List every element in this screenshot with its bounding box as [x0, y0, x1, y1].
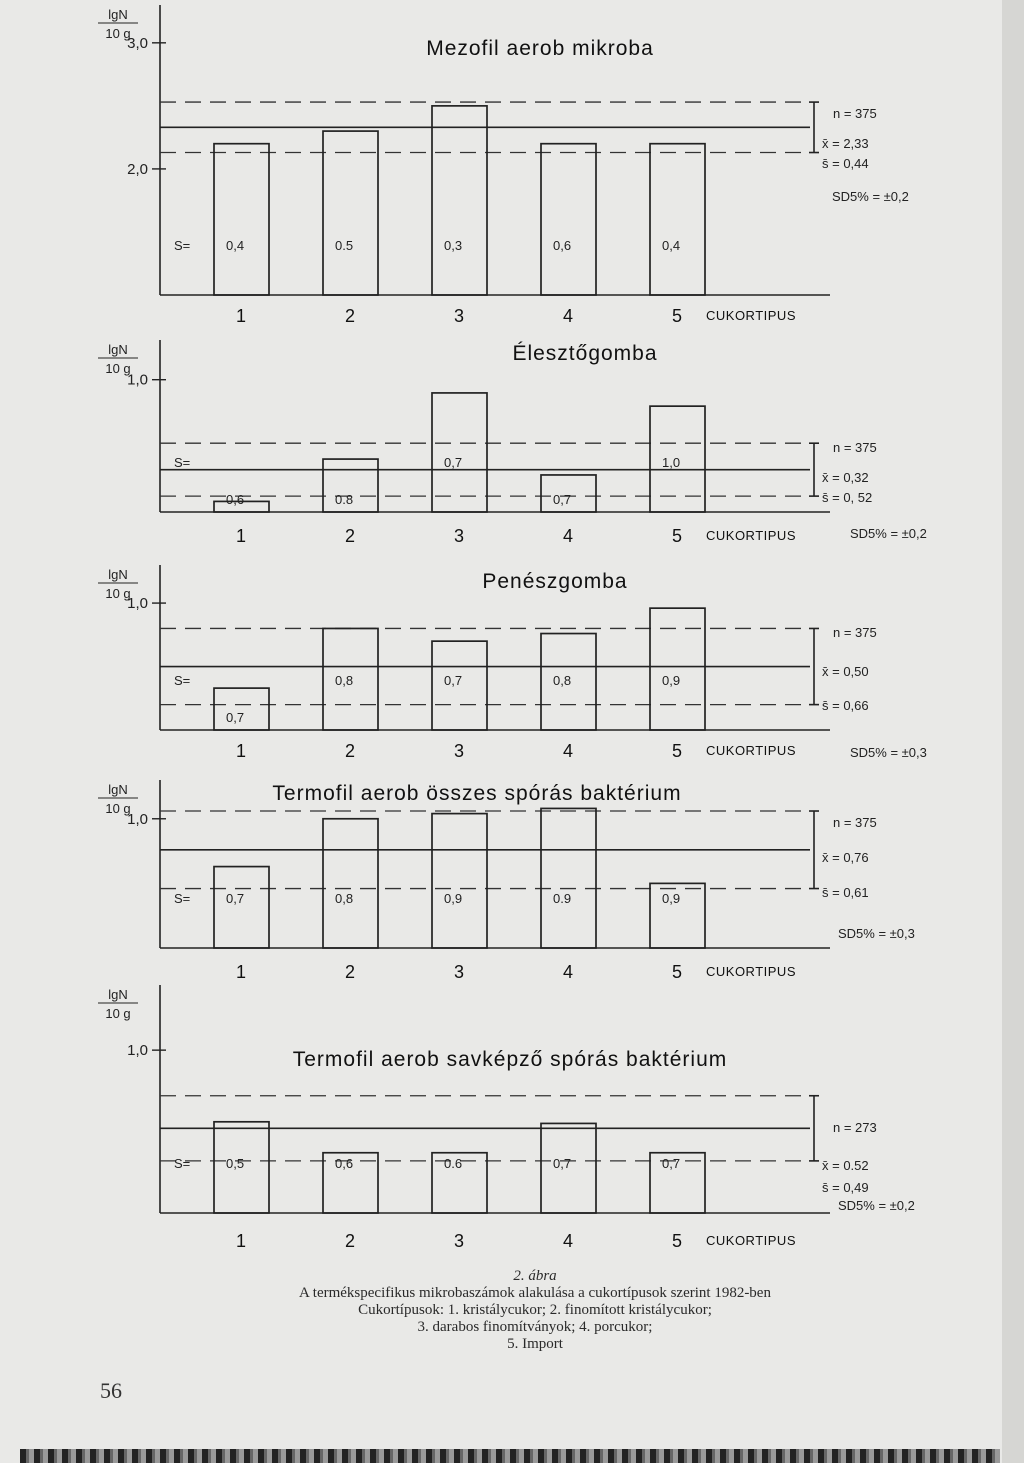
chart-3-stat-mean: x̄ = 0,50: [822, 664, 869, 679]
chart-1-title: Mezofil aerob mikroba: [426, 37, 654, 60]
chart-1-category-5: 5: [671, 306, 683, 326]
chart-1-s-label: S=: [174, 238, 191, 253]
chart-4-stat-mean: x̄ = 0,76: [822, 850, 869, 865]
chart-5-s-value-5: 0,7: [662, 1156, 681, 1171]
chart-2-ytick-label-1: 1,0: [127, 371, 148, 389]
chart-4-category-4: 4: [562, 962, 574, 982]
chart-2-stat-n: n = 375: [833, 440, 877, 455]
chart-2-category-2: 2: [344, 526, 356, 546]
chart-4-s-value-4: 0.9: [553, 891, 572, 906]
chart-2-ylabel-top: lgN: [108, 342, 128, 357]
chart-1-category-1: 1: [235, 306, 247, 326]
chart-5-category-2: 2: [344, 1231, 356, 1251]
chart-4-bar-1: [214, 867, 269, 948]
chart-4-s-value-1: 0,7: [226, 891, 245, 906]
chart-3-category-1: 1: [235, 741, 247, 761]
chart-2-category-5: 5: [671, 526, 683, 546]
chart-1-s-value-3: 0,3: [444, 238, 463, 253]
chart-3-category-2: 2: [344, 741, 356, 761]
chart-4-stat-s: s̄ = 0,61: [822, 885, 869, 900]
chart-5-xlabel: CUKORTIPUS: [706, 1233, 796, 1248]
chart-4-bar-2: [323, 819, 378, 948]
chart-3-ylabel-top: lgN: [108, 567, 128, 582]
chart-5-category-4: 4: [562, 1231, 574, 1251]
chart-2-stat-mean: x̄ = 0,32: [822, 470, 869, 485]
chart-4-category-1: 1: [235, 962, 247, 982]
chart-4-ytick-label-1: 1,0: [127, 810, 148, 828]
chart-1-bar-5: [650, 144, 705, 295]
chart-2-bar-3: [432, 393, 487, 512]
chart-3-s-value-2: 0,8: [335, 673, 354, 688]
chart-3-ytick-label-1: 1,0: [127, 595, 148, 613]
chart-4-ylabel-top: lgN: [108, 782, 128, 797]
chart-2-s-value-2: 0.8: [335, 492, 354, 507]
chart-4-xlabel: CUKORTIPUS: [706, 964, 796, 979]
chart-5-ytick-label-1: 1,0: [127, 1042, 148, 1060]
chart-4-stat-n: n = 375: [833, 815, 877, 830]
chart-1-bar-4: [541, 144, 596, 295]
chart-1-category-2: 2: [344, 306, 356, 326]
chart-5-s-value-3: 0.6: [444, 1156, 463, 1171]
chart-1-s-value-1: 0,4: [226, 238, 245, 253]
chart-1-category-4: 4: [562, 306, 574, 326]
figure-caption: [140, 1268, 930, 1353]
chart-3-stat-sd: SD5% = ±0,3: [850, 745, 927, 760]
chart-3-category-5: 5: [671, 741, 683, 761]
chart-2-category-4: 4: [562, 526, 574, 546]
chart-5-s-label: S=: [174, 1156, 191, 1171]
chart-3-s-value-5: 0,9: [662, 673, 681, 688]
chart-3-xlabel: CUKORTIPUS: [706, 743, 796, 758]
caption-line-4: 5. Import: [507, 1336, 563, 1352]
chart-2-s-label: S=: [174, 455, 191, 470]
chart-2-s-value-4: 0,7: [553, 492, 572, 507]
chart-1-bar-1: [214, 144, 269, 295]
chart-3-ylabel-bottom: 10 g: [105, 586, 131, 601]
chart-4-s-value-5: 0,9: [662, 891, 681, 906]
chart-4-stat-sd: SD5% = ±0,3: [838, 926, 915, 941]
chart-1-stat-sd: SD5% = ±0,2: [832, 189, 909, 204]
chart-4-s-value-3: 0,9: [444, 891, 463, 906]
chart-2-xlabel: CUKORTIPUS: [706, 528, 796, 543]
chart-1-stat-n: n = 375: [833, 106, 877, 121]
chart-4-bar-4: [541, 808, 596, 948]
chart-5-title: Termofil aerob savképző spórás baktérium: [292, 1048, 728, 1071]
chart-1-category-3: 3: [453, 306, 465, 326]
chart-1-stat-mean: x̄ = 2,33: [822, 136, 869, 151]
chart-5-stat-mean: x̄ = 0.52: [822, 1158, 869, 1173]
chart-3-stat-s: s̄ = 0,66: [822, 698, 869, 713]
chart-2-stat-s: s̄ = 0, 52: [822, 490, 873, 505]
chart-3-s-value-4: 0,8: [553, 673, 572, 688]
chart-4-s-value-2: 0,8: [335, 891, 354, 906]
chart-1-s-value-2: 0.5: [335, 238, 354, 253]
chart-1-s-value-5: 0,4: [662, 238, 681, 253]
page-number: 56: [100, 1378, 122, 1403]
chart-1-xlabel: CUKORTIPUS: [706, 308, 796, 323]
caption-line-3: 3. darabos finomítványok; 4. porcukor;: [417, 1319, 653, 1335]
chart-4-s-label: S=: [174, 891, 191, 906]
chart-2-ylabel-bottom: 10 g: [105, 361, 131, 376]
chart-5-category-1: 1: [235, 1231, 247, 1251]
chart-1-stat-s: s̄ = 0,44: [822, 156, 869, 171]
chart-2-s-value-1: 0,6: [226, 492, 245, 507]
caption-line-1: A termékspecifikus mikrobaszámok alakulása a cukortípusok szerint 1982-ben: [299, 1285, 771, 1301]
chart-4-category-5: 5: [671, 962, 683, 982]
chart-3-title: Penészgomba: [482, 570, 628, 593]
chart-1-ylabel-bottom: 10 g: [105, 26, 131, 41]
chart-3-category-3: 3: [453, 741, 465, 761]
figure-label: 2. ábra: [513, 1268, 557, 1284]
chart-5-stat-n: n = 273: [833, 1120, 877, 1135]
chart-3-s-value-3: 0,7: [444, 673, 463, 688]
chart-1-bar-3: [432, 106, 487, 295]
chart-5-ylabel-top: lgN: [108, 987, 128, 1002]
chart-5-s-value-4: 0,7: [553, 1156, 572, 1171]
chart-1-ylabel-top: lgN: [108, 7, 128, 22]
chart-5-ylabel-bottom: 10 g: [105, 1006, 131, 1021]
chart-3-stat-n: n = 375: [833, 625, 877, 640]
chart-5-s-value-2: 0,6: [335, 1156, 354, 1171]
chart-5-stat-sd: SD5% = ±0,2: [838, 1198, 915, 1213]
chart-1-ytick-label-1: 3,0: [127, 34, 148, 52]
chart-5-category-3: 3: [453, 1231, 465, 1251]
chart-3-s-label: S=: [174, 673, 191, 688]
chart-4-title: Termofil aerob összes spórás baktérium: [272, 782, 682, 805]
chart-4-ylabel-bottom: 10 g: [105, 801, 131, 816]
chart-1-bar-2: [323, 131, 378, 295]
chart-3-category-4: 4: [562, 741, 574, 761]
page-edge: [1002, 0, 1024, 1463]
chart-5-category-5: 5: [671, 1231, 683, 1251]
chart-3-s-value-1: 0,7: [226, 710, 245, 725]
chart-1-ytick-label-2: 2,0: [127, 160, 148, 178]
chart-1-s-value-4: 0,6: [553, 238, 572, 253]
chart-5-stat-s: s̄ = 0,49: [822, 1180, 869, 1195]
caption-line-2: Cukortípusok: 1. kristálycukor; 2. finomított kristálycukor;: [358, 1302, 712, 1318]
chart-4-bar-3: [432, 814, 487, 948]
chart-2-s-value-3: 0,7: [444, 455, 463, 470]
chart-2-category-1: 1: [235, 526, 247, 546]
chart-2-stat-sd: SD5% = ±0,2: [850, 526, 927, 541]
chart-3-bar-5: [650, 608, 705, 730]
chart-5-s-value-1: 0,5: [226, 1156, 245, 1171]
chart-4-category-3: 3: [453, 962, 465, 982]
chart-2-category-3: 3: [453, 526, 465, 546]
scan-strip: [20, 1449, 1000, 1463]
chart-2-s-value-5: 1,0: [662, 455, 681, 470]
chart-2-title: Élesztőgomba: [512, 342, 658, 365]
chart-4-category-2: 2: [344, 962, 356, 982]
